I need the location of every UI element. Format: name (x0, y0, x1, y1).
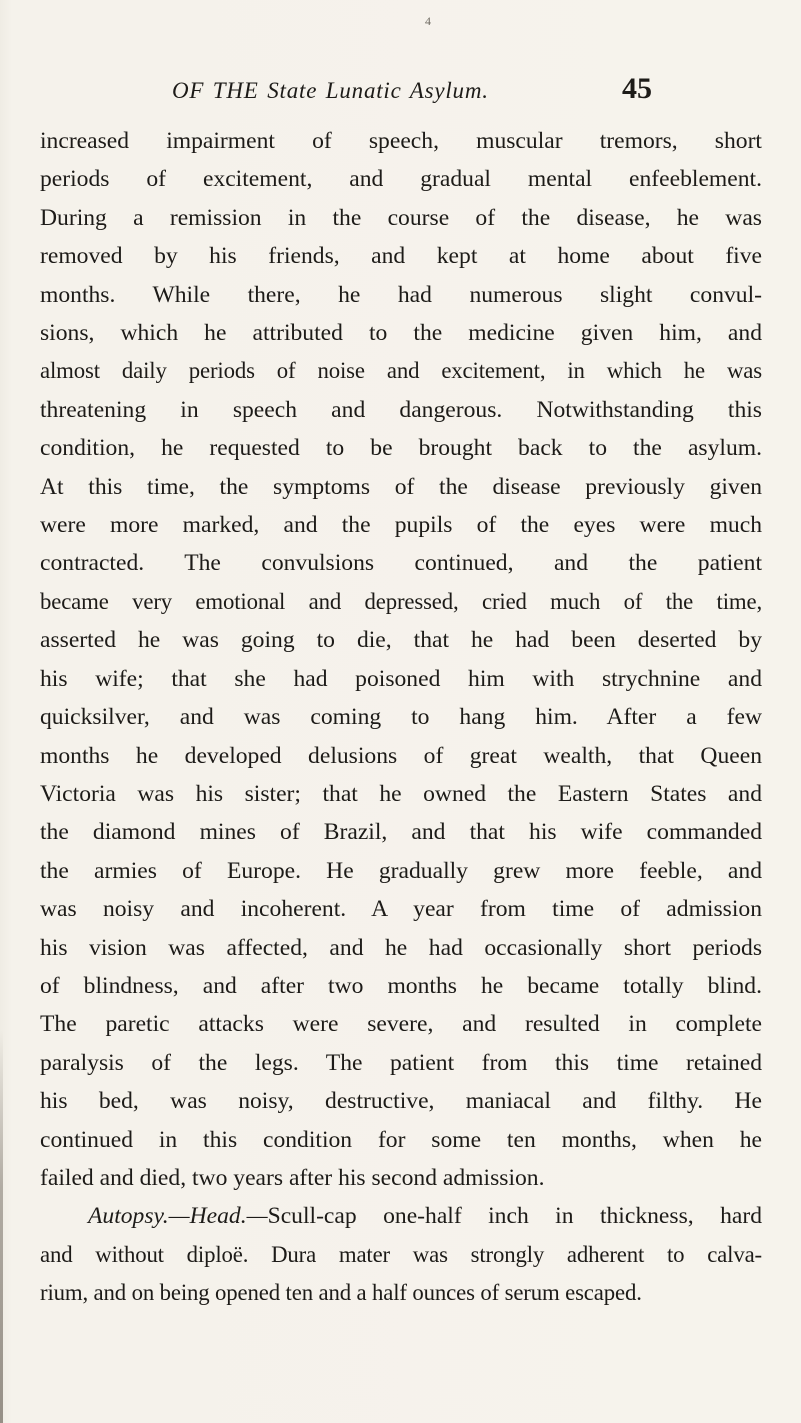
text-line: At this time, the symptoms of the disease previously given (40, 473, 762, 500)
text-line: The paretic attacks were severe, and resulted in complete (40, 1011, 762, 1038)
page-edge-shadow (0, 1030, 3, 1423)
text-line: quicksilver, and was coming to hang him. After a few (40, 704, 762, 731)
autopsy-line (40, 1197, 762, 1235)
page-header (172, 74, 652, 120)
text-line: almost daily periods of noise and excitement, in which he was (40, 358, 762, 384)
text-line: became very emotional and depressed, cried much of the time, (40, 588, 762, 614)
text-line: his bed, was noisy, destructive, maniacal and filthy. He (40, 1088, 762, 1115)
text-line: Victoria was his sister; that he owned the Eastern States and (40, 780, 762, 807)
text-line: and without diploë. Dura mater was strongly adherent to calva- (40, 1241, 762, 1267)
text-line: the diamond mines of Brazil, and that his wife commanded (40, 819, 762, 846)
text-line: continued in this condition for some ten months, when he (40, 1126, 762, 1153)
text-line: months he developed delusions of great wealth, that Queen (40, 742, 762, 769)
text-line: of blindness, and after two months he became totally blind. (40, 972, 762, 999)
text-line: sions, which he attributed to the medicine given him, and (40, 320, 762, 347)
running-head: OF THE State Lunatic Asylum. (172, 78, 489, 103)
text-line: During a remission in the course of the disease, he was (40, 204, 762, 231)
text-line: the armies of Europe. He gradually grew more feeble, and (40, 857, 762, 884)
text-line: rium, and on being opened ten and a half ounces of serum escaped. (40, 1280, 642, 1306)
text-line: was noisy and incoherent. A year from time of admission (40, 896, 762, 923)
text-line: months. While there, he had numerous slight convul- (40, 281, 762, 308)
stray-mark: 4 (425, 14, 431, 28)
text-line: asserted he was going to die, that he had been deserted by (40, 627, 762, 654)
text-line: condition, he requested to be brought back to the asylum. (40, 435, 762, 462)
autopsy-label: Autopsy.—Head.— (88, 1203, 268, 1230)
text-line: failed and died, two years after his second admission. (40, 1164, 545, 1191)
page-number: 45 (622, 72, 652, 105)
text-line: his wife; that she had poisoned him with strychnine and (40, 665, 762, 692)
text-line: threatening in speech and dangerous. Notwithstanding this (40, 396, 762, 423)
text-line: paralysis of the legs. The patient from this time retained (40, 1049, 762, 1076)
text-line: contracted. The convulsions continued, and the patient (40, 550, 762, 577)
text-line: increased impairment of speech, muscular tremors, short (40, 128, 762, 154)
text-line: periods of excitement, and gradual mental enfeeblement. (40, 166, 762, 193)
text-line: were more marked, and the pupils of the eyes were much (40, 512, 762, 539)
text-line: removed by his friends, and kept at home about five (40, 243, 762, 270)
body-text (40, 122, 762, 1313)
autopsy-text: Scull-cap one-half inch in thickness, hard (267, 1203, 762, 1230)
text-line: his vision was affected, and he had occasionally short periods (40, 934, 762, 961)
